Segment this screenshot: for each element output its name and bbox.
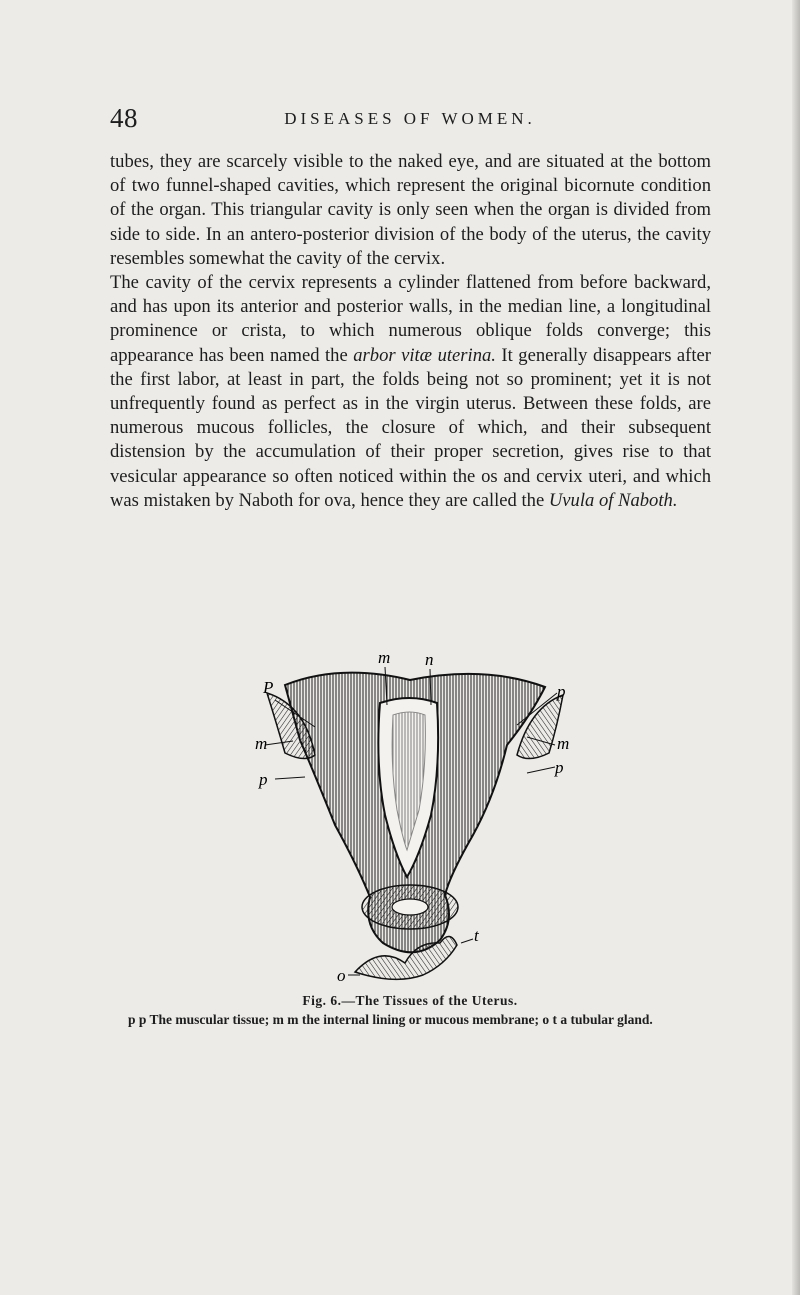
label-right-m: m xyxy=(557,734,570,753)
page-header xyxy=(110,103,710,143)
figure-caption-text: p p The muscular tissue; m m the internal lining or mucous membrane; o t a tubular gland. xyxy=(128,1012,653,1027)
label-left-m: m xyxy=(255,734,268,753)
paragraph-2-text-a: The cavity of the cervix represents a cylinder flattened from before backward, and has upon its anterior and posterior walls, in the median line, a longitudinal prominence or crista, to which numerous oblique folds converge; this appearance has been named the xyxy=(110,272,711,366)
paragraph-2 xyxy=(110,271,711,513)
label-top-m: m xyxy=(378,648,391,667)
label-top-right-p: p xyxy=(557,682,566,701)
label-right-p: p xyxy=(555,758,564,777)
paragraph-1 xyxy=(110,150,711,271)
label-bottom-o: o xyxy=(337,966,346,985)
label-top-n: n xyxy=(425,650,434,669)
page-number: 48 xyxy=(110,103,138,133)
body-text xyxy=(110,150,711,513)
label-top-left-p: P xyxy=(263,678,274,697)
uterus-tissue-figure xyxy=(245,645,585,985)
label-bottom-t: t xyxy=(474,926,479,945)
page-edge xyxy=(792,0,800,1295)
label-left-p: p xyxy=(259,770,268,789)
running-head: DISEASES OF WOMEN. xyxy=(284,109,536,128)
paragraph-2-text-b: It generally disappears after the first labor, at least in part, the folds being not so prominent; yet it is not unfrequently found as perfect as in the virgin uterus. Between these folds, are numerous mucous follicles, the closure of which, and their subsequent distension by the accumulation of their proper secretion, gives rise to that vesicular appearance so often noticed within the os and cervix uteri, and which was mistaken by Naboth for ova, hence they are called the xyxy=(110,344,711,511)
paragraph-1-text: tubes, they are scarcely visible to the naked eye, and are situated at the bottom of two funnel-shaped cavities, which represent the original bicornute condition of the organ. This triangular cavity is only seen when the organ is divided from side to side. In an antero-posterior division of the body of the uterus, the cavity resembles somewhat the cavity of the cervix. xyxy=(110,151,711,269)
uvula-of-naboth-term: Uvula of Naboth. xyxy=(548,489,678,511)
arbor-vitae-term: arbor vitæ uterina. xyxy=(353,344,496,366)
figure-caption-title: Fig. 6.—The Tissues of the Uterus. xyxy=(302,993,518,1008)
